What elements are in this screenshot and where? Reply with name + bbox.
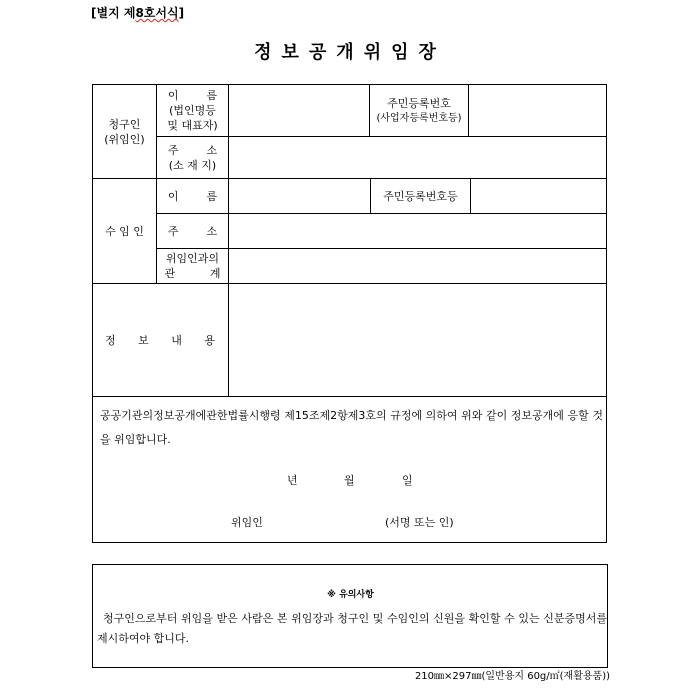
form-label-prefix: [별지 제 [91,6,136,20]
requester-address-label [157,137,228,178]
delegate-label: 수 임 인 [105,224,144,238]
requester-id-label [370,85,468,136]
delegate-name-label: 이 름 [167,189,218,203]
delegate-relation-line1: 위임인과의 [165,252,220,265]
info-content-char: 내 [171,333,182,347]
document-title: 정보공개위임장 [254,42,446,63]
delegate-name-field[interactable] [229,179,370,213]
delegate-id-field[interactable] [471,179,605,213]
info-content-label [105,284,215,396]
signature-label: (서명 또는 인) [385,516,454,529]
requester-label [93,85,156,178]
delegate-id-label: 주민등록번호등 [383,189,458,203]
declaration-text: 공공기관의정보공개에관한법률시행령 제15조제2항제3호의 규정에 의하여 위와 같이 정보공개에 응할 것을 위임합니다. [100,409,603,446]
info-content-char: 정 [105,333,116,347]
info-content-char: 보 [138,333,149,347]
delegate-relation-line2 [165,266,221,281]
requester-name-label [157,85,228,136]
row-divider [92,396,606,397]
requester-id-line2: (사업자등록번호등) [376,112,462,124]
date-month-label: 월 [344,474,355,487]
info-content-char: 용 [204,333,215,347]
delegator-label: 위임인 [231,516,263,529]
paper-spec: 210㎜×297㎜(일반용지 60g/㎡(재활용품)) [414,671,610,682]
requester-address-line1: 주 소 [167,143,218,157]
form-number-label [91,4,184,21]
form-label-suffix: ] [178,6,185,20]
requester-name-line1: 이 름 [167,89,218,102]
requester-id-field[interactable] [469,85,605,136]
requester-label-line1: 청구인 [108,117,141,131]
delegate-relation-line2-b: 계 [209,267,221,280]
date-day-label: 일 [402,474,413,487]
delegate-relation-field[interactable] [229,249,605,283]
requester-name-line3: 및 대표자) [167,119,218,132]
requester-label-line2: (위임인) [104,132,145,146]
requester-id-line1: 주민등록번호 [387,96,451,110]
info-content-field[interactable] [229,284,605,396]
delegate-relation-line2-a: 관 [164,267,176,280]
date-year-label: 년 [287,474,298,487]
requester-address-line2: (소 재 지) [168,158,217,172]
delegate-address-field[interactable] [229,214,605,248]
delegate-address-label: 주 소 [167,224,218,238]
form-label-number: 8호서식 [135,6,179,20]
requester-name-field[interactable] [229,85,369,136]
delegate-relation-label [157,249,228,283]
requester-address-field[interactable] [229,137,605,178]
requester-name-line2: (법인명등 [169,104,216,117]
notice-title: ※ 유의사항 [327,590,374,600]
notice-body: 청구인으로부터 위임을 받은 사람은 본 위임장과 청구인 및 수임인의 신원을 확인할 수 있는 신분증명서를 제시하여야 합니다. [97,612,607,645]
